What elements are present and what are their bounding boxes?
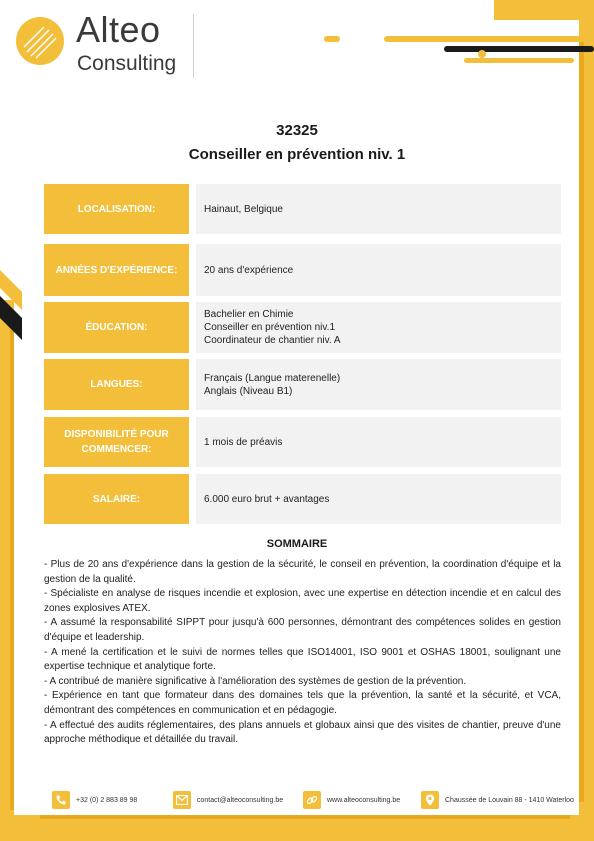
logo-divider (193, 14, 194, 78)
profile-value-line: Coordinateur de chantier niv. A (204, 335, 341, 346)
profile-value-line: Bachelier en Chimie (204, 309, 294, 320)
profile-label: ÉDUCATION: (44, 302, 189, 353)
summary-item: - Plus de 20 ans d'expérience dans la gestion de la sécurité, le conseil en prévention, la coordination d'équipe et la gestion de la qualité. (44, 559, 561, 585)
profile-value-line: Français (Langue materenelle) (204, 372, 341, 384)
document-title (0, 121, 594, 165)
profile-row-location (44, 184, 561, 234)
summary-item: - Spécialiste en analyse de risques incendie et explosion, avec une expertise en détection incendie et en calcul des zones explosives ATEX. (44, 588, 561, 614)
footer-website-text: www.alteoconsulting.be (327, 796, 401, 804)
summary-item: - A contribué de manière significative à l'amélioration des systèmes de gestion de la prévention. (44, 675, 467, 687)
profile-label: SALAIRE: (44, 474, 189, 524)
profile-row-salary (44, 474, 561, 524)
summary-item: - A effectué des audits réglementaires, des plans annuels et globaux ainsi que des visites de chantier, preuve d'une approche méthodique et détaillée du travail. (44, 719, 561, 746)
phone-icon (52, 791, 70, 809)
profile-value-line: Hainaut, Belgique (204, 203, 283, 215)
profile-value (196, 359, 561, 410)
logo-name-line1: Alteo (76, 9, 161, 50)
profile-label: DISPONIBILITÉ POUR COMMENCER: (44, 417, 189, 467)
profile-value (196, 417, 561, 467)
decorative-band-top-right (494, 0, 594, 20)
profile-label: LOCALISATION: (44, 184, 189, 234)
summary-item: - A mené la certification et le suivi de normes telles que ISO14001, ISO 9001 et OSHAS 18001, soulignant une expertise technique et analytique forte. (44, 646, 561, 673)
summary-list (44, 558, 561, 748)
summary-heading: SOMMAIRE (266, 538, 328, 550)
footer-phone-text: +32 (0) 2 883 89 98 (76, 796, 138, 804)
profile-row-languages (44, 359, 561, 410)
profile-value (196, 184, 561, 234)
contact-footer (52, 789, 572, 811)
profile-row-experience (44, 244, 561, 296)
link-icon (303, 791, 321, 809)
footer-address-text: Chaussée de Louvain 88 - 1410 Waterloo (445, 796, 574, 804)
company-logo (0, 0, 200, 86)
summary-item: - Expérience en tant que formateur dans des domaines tels que la prévention, la santé et la sécurité, et VCA, démontrant des compétences en communication et en pédagogie. (44, 690, 561, 716)
summary-item: - A assumé la responsabilité SIPPT pour jusqu'à 600 personnes, démontrant des compétences solides en gestion d'équipe et leadership. (44, 617, 561, 643)
profile-value-line: Conseiller en prévention niv.1 (204, 322, 336, 333)
profile-label: LANGUES: (44, 359, 189, 410)
profile-row-education (44, 302, 561, 353)
decorative-band-bottom-inner (40, 815, 570, 819)
footer-email-text: contact@alteoconsulting.be (197, 796, 284, 804)
footer-email[interactable] (173, 789, 283, 811)
profile-value (196, 244, 561, 296)
profile-value (196, 474, 561, 524)
decorative-band-left-inner (10, 330, 14, 810)
profile-value-line: 6.000 euro brut + avantages (204, 493, 330, 505)
decorative-stripes-top-right (324, 28, 594, 68)
footer-website[interactable] (303, 789, 400, 811)
position-title: Conseiller en prévention niv. 1 (188, 146, 406, 163)
footer-phone[interactable] (52, 789, 137, 811)
logo-mark-icon (16, 17, 64, 65)
decorative-chevron-left (0, 270, 26, 350)
location-pin-icon (421, 791, 439, 809)
envelope-icon (173, 791, 191, 809)
profile-row-availability (44, 417, 561, 467)
footer-address (421, 789, 574, 811)
profile-value-line: Anglais (Niveau B1) (204, 385, 293, 397)
profile-value-line: 20 ans d'expérience (204, 264, 294, 276)
profile-value (196, 302, 561, 353)
logo-name-line2: Consulting (77, 52, 177, 75)
profile-value-line: 1 mois de préavis (204, 436, 283, 448)
profile-label: ANNÉES D'EXPÉRIENCE: (44, 244, 189, 296)
candidate-reference: 32325 (276, 122, 318, 139)
